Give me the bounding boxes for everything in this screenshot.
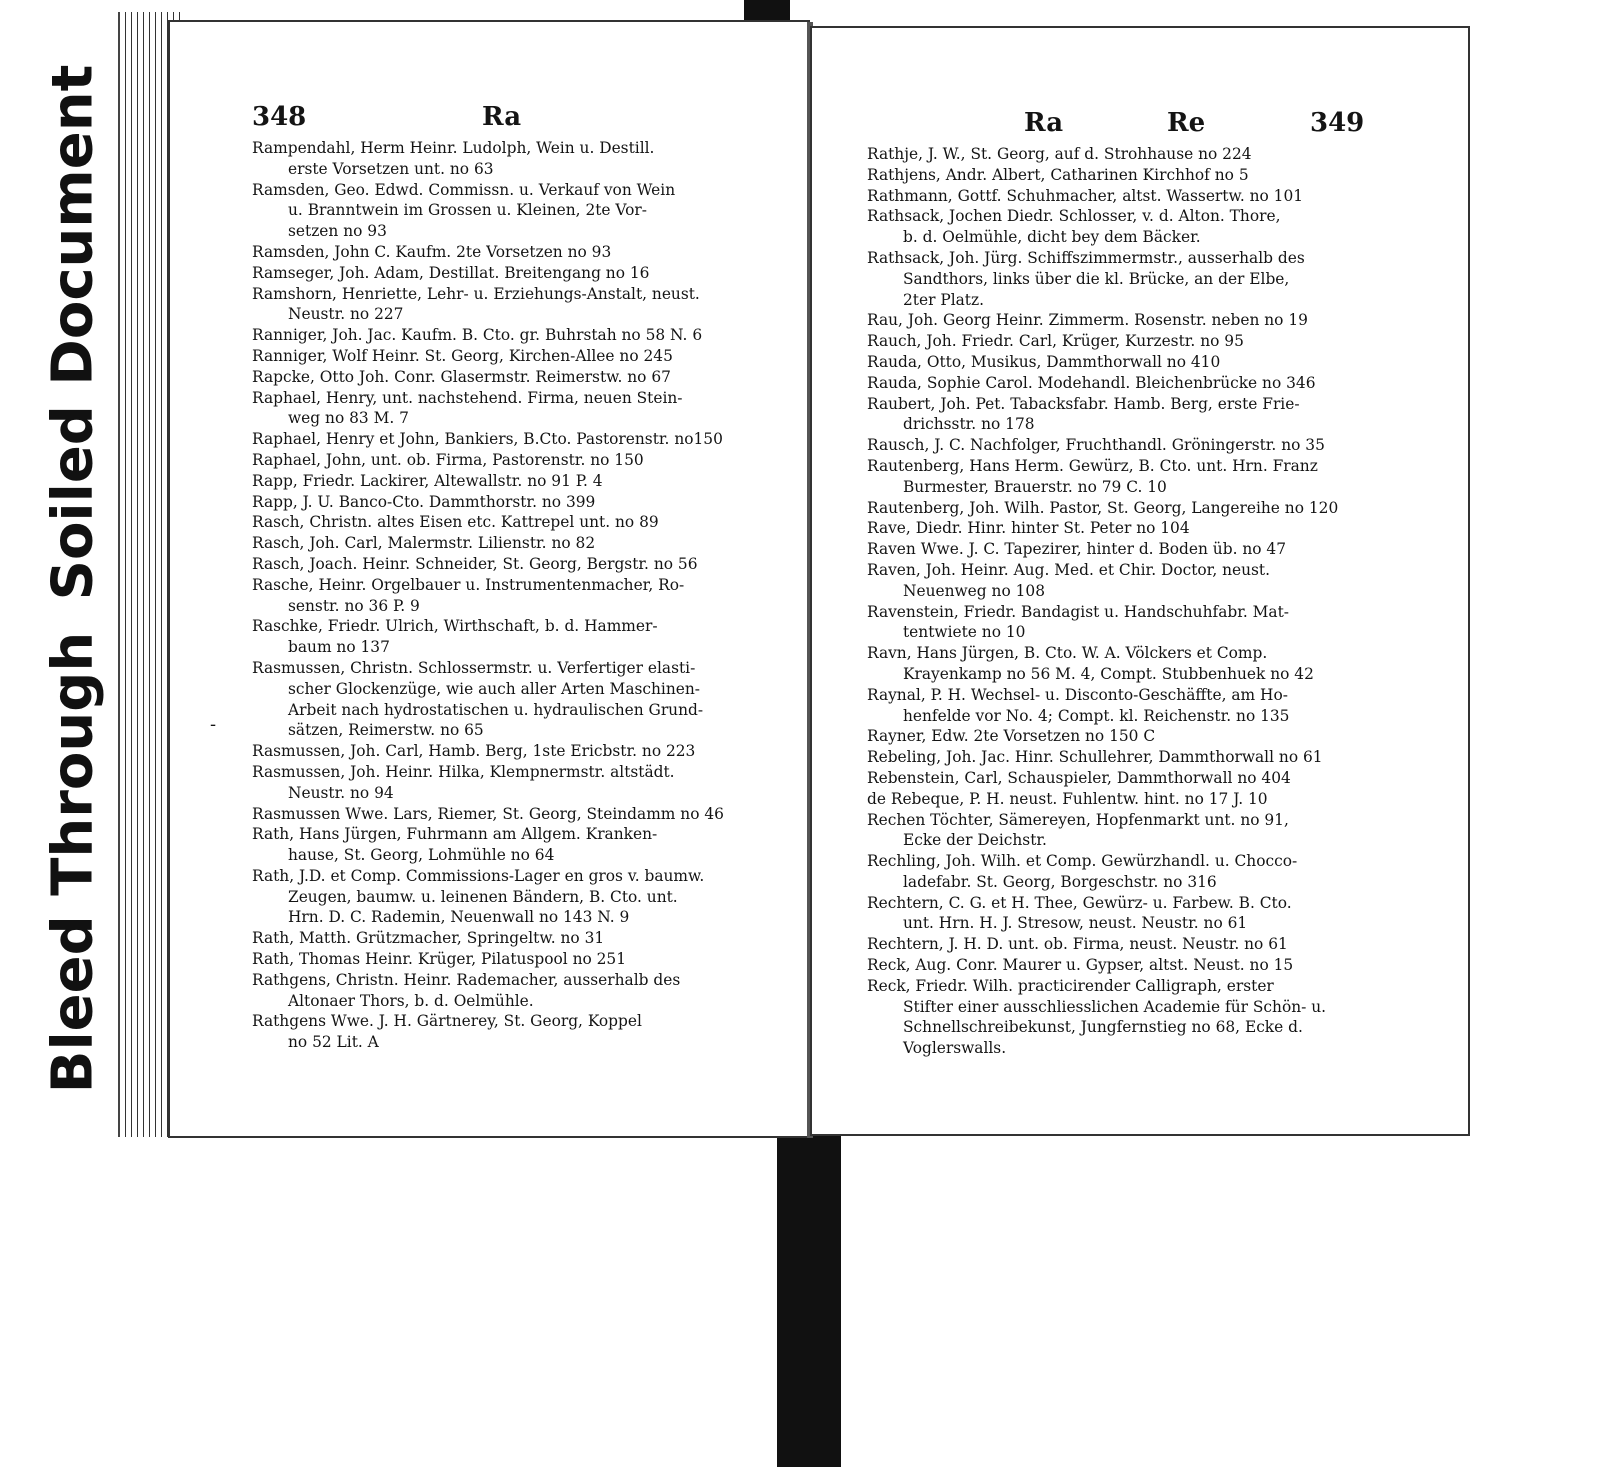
directory-entry: Raubert, Joh. Pet. Tabacksfabr. Hamb. Berg, erste Frie- bbox=[867, 394, 1300, 413]
directory-entry: Rasche, Heinr. Orgelbauer u. Instrumentenmacher, Ro- bbox=[252, 575, 685, 594]
right-page bbox=[810, 26, 1470, 1136]
entry-continuation: henfelde vor No. 4; Compt. kl. Reichenstr. no 135 bbox=[903, 706, 1290, 725]
entry-continuation: sätzen, Reimerstw. no 65 bbox=[288, 721, 484, 740]
directory-entry: Rasmussen, Joh. Heinr. Hilka, Klempnermstr. altstädt. bbox=[252, 762, 675, 781]
directory-entry: Ramseger, Joh. Adam, Destillat. Breitengang no 16 bbox=[252, 263, 650, 282]
bleed-through-label: Bleed Through bbox=[40, 631, 106, 1094]
entry-continuation: Voglerswalls. bbox=[903, 1039, 1007, 1058]
directory-entry: Rauda, Sophie Carol. Modehandl. Bleichenbrücke no 346 bbox=[867, 373, 1316, 392]
entry-continuation: u. Branntwein im Grossen u. Kleinen, 2te Vor- bbox=[288, 201, 647, 220]
book-spine-bottom bbox=[777, 1130, 841, 1467]
entry-continuation: Sandthors, links über die kl. Brücke, an der Elbe, bbox=[903, 269, 1290, 288]
side-annotation bbox=[28, 0, 118, 1094]
left-entry-list bbox=[252, 138, 724, 1053]
directory-entry: Raven, Joh. Heinr. Aug. Med. et Chir. Doctor, neust. bbox=[867, 560, 1271, 579]
entry-continuation: unt. Hrn. H. J. Stresow, neust. Neustr. no 61 bbox=[903, 914, 1248, 933]
directory-entry: Rathjens, Andr. Albert, Catharinen Kirchhof no 5 bbox=[867, 165, 1249, 184]
directory-entry: Raynal, P. H. Wechsel- u. Disconto-Geschäffte, am Ho- bbox=[867, 685, 1288, 704]
directory-entry: Rampendahl, Herm Heinr. Ludolph, Wein u. Destill. bbox=[252, 139, 655, 157]
entry-continuation: Ecke der Deichstr. bbox=[903, 831, 1047, 850]
directory-entry: Rasch, Christn. altes Eisen etc. Kattrepel unt. no 89 bbox=[252, 513, 659, 532]
entry-continuation: erste Vorsetzen unt. no 63 bbox=[288, 159, 494, 178]
directory-entry: Rechling, Joh. Wilh. et Comp. Gewürzhandl. u. Chocco- bbox=[867, 852, 1298, 871]
directory-entry: Rasmussen, Christn. Schlossermstr. u. Verfertiger elasti- bbox=[252, 658, 696, 677]
directory-entry: Rauda, Otto, Musikus, Dammthorwall no 410 bbox=[867, 352, 1221, 371]
directory-entry: Rauch, Joh. Friedr. Carl, Krüger, Kurzestr. no 95 bbox=[867, 332, 1244, 351]
directory-entry: Raven Wwe. J. C. Tapezirer, hinter d. Boden üb. no 47 bbox=[867, 540, 1287, 559]
running-head-left: Ra bbox=[482, 102, 522, 132]
directory-entry: Rathje, J. W., St. Georg, auf d. Strohhause no 224 bbox=[867, 145, 1252, 163]
entry-continuation: Altonaer Thors, b. d. Oelmühle. bbox=[288, 991, 534, 1010]
directory-entry: Reck, Aug. Conr. Maurer u. Gypser, altst. Neust. no 15 bbox=[867, 956, 1294, 975]
entry-continuation: drichsstr. no 178 bbox=[903, 415, 1035, 434]
directory-entry: Rathsack, Jochen Diedr. Schlosser, v. d. Alton. Thore, bbox=[867, 207, 1281, 226]
entry-continuation: tentwiete no 10 bbox=[903, 623, 1026, 642]
directory-entry: Rautenberg, Hans Herm. Gewürz, B. Cto. unt. Hrn. Franz bbox=[867, 456, 1318, 475]
directory-entry: Raschke, Friedr. Ulrich, Wirthschaft, b. d. Hammer- bbox=[252, 617, 658, 636]
running-head-right-re: Re bbox=[1167, 108, 1206, 138]
directory-entry: Rathsack, Joh. Jürg. Schiffszimmermstr., ausserhalb des bbox=[867, 248, 1305, 267]
page-number-right: 349 bbox=[1310, 108, 1365, 138]
directory-entry: Rasmussen Wwe. Lars, Riemer, St. Georg, Steindamm no 46 bbox=[252, 804, 724, 823]
directory-entry: Rasch, Joach. Heinr. Schneider, St. Georg, Bergstr. no 56 bbox=[252, 554, 698, 573]
directory-entry: Rathgens Wwe. J. H. Gärtnerey, St. Georg, Koppel bbox=[252, 1012, 642, 1031]
right-entry-list bbox=[867, 144, 1338, 1059]
soiled-document-label: Soiled Document bbox=[40, 64, 106, 601]
entry-continuation: Arbeit nach hydrostatischen u. hydraulischen Grund- bbox=[288, 700, 704, 719]
entry-continuation: Burmester, Brauerstr. no 79 C. 10 bbox=[903, 477, 1167, 496]
directory-entry: Rathgens, Christn. Heinr. Rademacher, ausserhalb des bbox=[252, 970, 681, 989]
entry-continuation: Zeugen, baumw. u. leinenen Bändern, B. Cto. unt. bbox=[288, 887, 678, 906]
margin-mark: - bbox=[210, 714, 217, 735]
entry-continuation: Neustr. no 94 bbox=[288, 783, 394, 802]
entry-continuation: senstr. no 36 P. 9 bbox=[288, 596, 420, 615]
directory-entry: Ranniger, Joh. Jac. Kaufm. B. Cto. gr. Buhrstah no 58 N. 6 bbox=[252, 326, 703, 345]
directory-entry: Rautenberg, Joh. Wilh. Pastor, St. Georg, Langereihe no 120 bbox=[867, 498, 1339, 517]
entry-continuation: no 52 Lit. A bbox=[288, 1033, 379, 1052]
page-number-left: 348 bbox=[252, 102, 307, 132]
directory-entry: Rave, Diedr. Hinr. hinter St. Peter no 104 bbox=[867, 519, 1190, 538]
directory-entry: Rausch, J. C. Nachfolger, Fruchthandl. Gröningerstr. no 35 bbox=[867, 436, 1325, 455]
entry-continuation: Hrn. D. C. Rademin, Neuenwall no 143 N. 9 bbox=[288, 908, 630, 927]
running-head-right-ra: Ra bbox=[1024, 108, 1064, 138]
entry-continuation: baum no 137 bbox=[288, 638, 390, 657]
directory-entry: Rayner, Edw. 2te Vorsetzen no 150 C bbox=[867, 727, 1156, 746]
directory-entry: Raphael, John, unt. ob. Firma, Pastorenstr. no 150 bbox=[252, 450, 644, 469]
entry-continuation: weg no 83 M. 7 bbox=[288, 409, 409, 428]
directory-entry: Ramsden, Geo. Edwd. Commissn. u. Verkauf von Wein bbox=[252, 180, 676, 199]
entry-continuation: ladefabr. St. Georg, Borgeschstr. no 316 bbox=[903, 872, 1217, 891]
entry-continuation: Neuenweg no 108 bbox=[903, 581, 1045, 600]
directory-entry: Ravenstein, Friedr. Bandagist u. Handschuhfabr. Mat- bbox=[867, 602, 1289, 621]
directory-entry: Ravn, Hans Jürgen, B. Cto. W. A. Völckers et Comp. bbox=[867, 644, 1268, 663]
directory-entry: Rapcke, Otto Joh. Conr. Glasermstr. Reimerstw. no 67 bbox=[252, 367, 671, 386]
directory-entry: Rath, J.D. et Comp. Commissions-Lager en gros v. baumw. bbox=[252, 866, 705, 885]
directory-entry: Rapp, Friedr. Lackirer, Altewallstr. no 91 P. 4 bbox=[252, 471, 603, 490]
directory-entry: Rau, Joh. Georg Heinr. Zimmerm. Rosenstr. neben no 19 bbox=[867, 311, 1308, 330]
directory-entry: Rath, Hans Jürgen, Fuhrmann am Allgem. Kranken- bbox=[252, 825, 658, 844]
directory-entry: Rath, Thomas Heinr. Krüger, Pilatuspool no 251 bbox=[252, 950, 627, 969]
right-page-header bbox=[812, 92, 1468, 142]
directory-entry: Ranniger, Wolf Heinr. St. Georg, Kirchen-Allee no 245 bbox=[252, 346, 673, 365]
directory-entry: de Rebeque, P. H. neust. Fuhlentw. hint. no 17 J. 10 bbox=[867, 789, 1268, 808]
directory-entry: Rathmann, Gottf. Schuhmacher, altst. Wassertw. no 101 bbox=[867, 186, 1304, 205]
directory-entry: Rechen Töchter, Sämereyen, Hopfenmarkt unt. no 91, bbox=[867, 810, 1289, 829]
directory-entry: Rebeling, Joh. Jac. Hinr. Schullehrer, Dammthorwall no 61 bbox=[867, 748, 1323, 767]
directory-entry: Rasch, Joh. Carl, Malermstr. Lilienstr. no 82 bbox=[252, 534, 596, 553]
directory-entry: Raphael, Henry, unt. nachstehend. Firma, neuen Stein- bbox=[252, 388, 683, 407]
directory-entry: Rechtern, J. H. D. unt. ob. Firma, neust. Neustr. no 61 bbox=[867, 935, 1288, 954]
left-page-header bbox=[170, 86, 808, 136]
entry-continuation: Schnellschreibekunst, Jungfernstieg no 68, Ecke d. bbox=[903, 1018, 1303, 1037]
entry-continuation: Neustr. no 227 bbox=[288, 305, 404, 324]
entry-continuation: Krayenkamp no 56 M. 4, Compt. Stubbenhuek no 42 bbox=[903, 664, 1314, 683]
entry-continuation: setzen no 93 bbox=[288, 222, 387, 241]
directory-entry: Rapp, J. U. Banco-Cto. Dammthorstr. no 399 bbox=[252, 492, 596, 511]
directory-entry: Ramsden, John C. Kaufm. 2te Vorsetzen no 93 bbox=[252, 242, 612, 261]
left-page bbox=[168, 20, 810, 1138]
directory-entry: Rechtern, C. G. et H. Thee, Gewürz- u. Farbew. B. Cto. bbox=[867, 893, 1292, 912]
entry-continuation: b. d. Oelmühle, dicht bey dem Bäcker. bbox=[903, 228, 1201, 247]
directory-entry: Rebenstein, Carl, Schauspieler, Dammthorwall no 404 bbox=[867, 768, 1291, 787]
directory-entry: Rasmussen, Joh. Carl, Hamb. Berg, 1ste Ericbstr. no 223 bbox=[252, 742, 696, 761]
entry-continuation: hause, St. Georg, Lohmühle no 64 bbox=[288, 846, 555, 865]
entry-continuation: Stifter einer ausschliesslichen Academie für Schön- u. bbox=[903, 997, 1327, 1016]
directory-entry: Raphael, Henry et John, Bankiers, B.Cto. Pastorenstr. no150 bbox=[252, 430, 723, 449]
directory-entry: Reck, Friedr. Wilh. practicirender Calligraph, erster bbox=[867, 976, 1274, 995]
entry-continuation: 2ter Platz. bbox=[903, 290, 984, 309]
directory-entry: Ramshorn, Henriette, Lehr- u. Erziehungs-Anstalt, neust. bbox=[252, 284, 700, 303]
directory-entry: Rath, Matth. Grützmacher, Springeltw. no 31 bbox=[252, 929, 605, 948]
entry-continuation: scher Glockenzüge, wie auch aller Arten Maschinen- bbox=[288, 679, 700, 698]
